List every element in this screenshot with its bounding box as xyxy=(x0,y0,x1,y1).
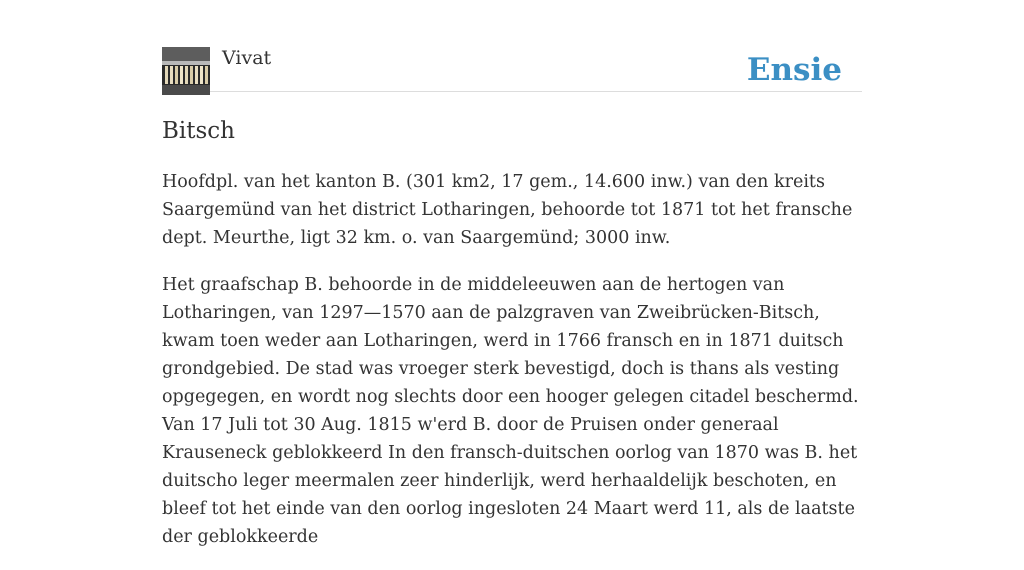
source-header xyxy=(162,46,862,92)
source-name[interactable]: Vivat xyxy=(222,47,272,69)
article-paragraph-1: Hoofdpl. van het kanton B. (301 km2, 17 gem., 14.600 inw.) van den kreits Saargemünd van het district Lotharingen, behoorde tot 1871 tot het fransche dept. Meurthe, ligt 32 km. o. van Saargemünd; 3000 inw. xyxy=(162,172,853,248)
brand-logo[interactable]: Ensie xyxy=(746,52,842,88)
book-spines-icon xyxy=(162,47,210,95)
avatar[interactable] xyxy=(162,47,210,95)
article-title: Bitsch xyxy=(162,118,235,144)
article-body xyxy=(162,168,862,570)
article-paragraph-2: Het graafschap B. behoorde in de middeleeuwen aan de hertogen van Lotharingen, van 1297—1570 aan de palzgraven van Zweibrücken-Bitsch, kwam toen weder aan Lotharingen, werd in 1766 fransch en in 1871 duitsch grondgebied. De stad was vroeger sterk bevestigd, doch is thans als vesting opgegegen, en wordt nog slechts door een hooger gelegen citadel beschermd. Van 17 Juli tot 30 Aug. 1815 w'erd B. door de Pruisen onder generaal Krauseneck geblokkeerd In den fransch-duitschen oorlog van 1870 was B. het duitscho leger meermalen zeer hinderlijk, werd herhaaldelijk beschoten, en bleef tot het einde van den oorlog ingesloten 24 Maart werd 11, als de laatste der geblokkeerde xyxy=(162,275,859,547)
